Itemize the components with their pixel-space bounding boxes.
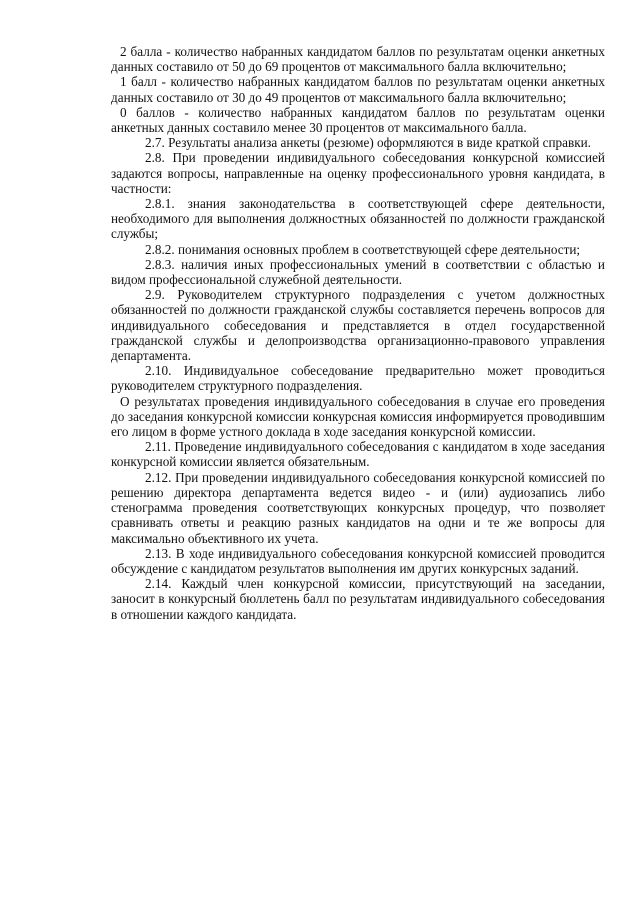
paragraph-1-point: 1 балл - количество набранных кандидатом баллов по результатам оценки анкетных данных составило от 30 до 49 процентов от максимального балла включительно; xyxy=(111,74,605,105)
paragraph-2-points: 2 балла - количество набранных кандидатом баллов по результатам оценки анкетных данных составило от 50 до 69 процентов от максимального балла включительно; xyxy=(111,44,605,75)
paragraph-2-14: 2.14. Каждый член конкурсной комиссии, присутствующий на заседании, заносит в конкурсный бюллетень балл по результатам индивидуального собеседования в отношении каждого кандидата. xyxy=(111,576,605,622)
paragraph-2-10: 2.10. Индивидуальное собеседование предварительно может проводиться руководителем структурного подразделения. xyxy=(111,363,605,394)
paragraph-0-points: 0 баллов - количество набранных кандидатом баллов по результатам оценки анкетных данных составило менее 30 процентов от максимального балла. xyxy=(111,104,605,136)
paragraph-2-8-3: 2.8.3. наличия иных профессиональных умений в соответствии с областью и видом профессиональной служебной деятельности. xyxy=(111,256,605,288)
paragraph-2-8-2: 2.8.2. понимания основных проблем в соответствующей сфере деятельности; xyxy=(145,241,581,257)
paragraph-2-8-1: 2.8.1. знания законодательства в соответствующей сфере деятельности, необходимого для выполнения должностных обязанностей по должности гражданской службы; xyxy=(111,196,605,242)
paragraph-2-12: 2.12. При проведении индивидуального собеседования конкурсной комиссией по решению директора департамента ведется видео - и (или) аудиозапись либо стенограмма проведения соответствующих конкурсных процедур, что позволяет сравнивать ответы и реакцию разных кандидатов на одни и те же вопросы для максимально объективного их учета. xyxy=(111,469,605,546)
paragraph-2-11: 2.11. Проведение индивидуального собеседования с кандидатом в ходе заседания конкурсной комиссии является обязательным. xyxy=(111,439,605,470)
paragraph-2-9: 2.9. Руководителем структурного подразделения с учетом должностных обязанностей по должности гражданской службы составляется перечень вопросов для индивидуального собеседования и представляется в отдел государственной гражданской службы и делопроизводства организационно-правового управления департамента. xyxy=(111,287,605,364)
paragraph-interview-results: О результатах проведения индивидуального собеседования в случае его проведения до заседания конкурсной комиссии конкурсная комиссия информируется проводившим его лицом в форме устного доклада в ходе заседания конкурсной комиссии. xyxy=(111,393,605,440)
document-body xyxy=(111,44,605,622)
paragraph-2-7: 2.7. Результаты анализа анкеты (резюме) оформляются в виде краткой справки. xyxy=(145,135,591,151)
paragraph-2-8: 2.8. При проведении индивидуального собеседования конкурсной комиссией задаются вопросы, направленные на оценку профессионального уровня кандидата, в частности: xyxy=(111,150,605,196)
paragraph-2-13: 2.13. В ходе индивидуального собеседования конкурсной комиссией проводится обсуждение с кандидатом результатов выполнения им других конкурсных заданий. xyxy=(111,545,605,576)
